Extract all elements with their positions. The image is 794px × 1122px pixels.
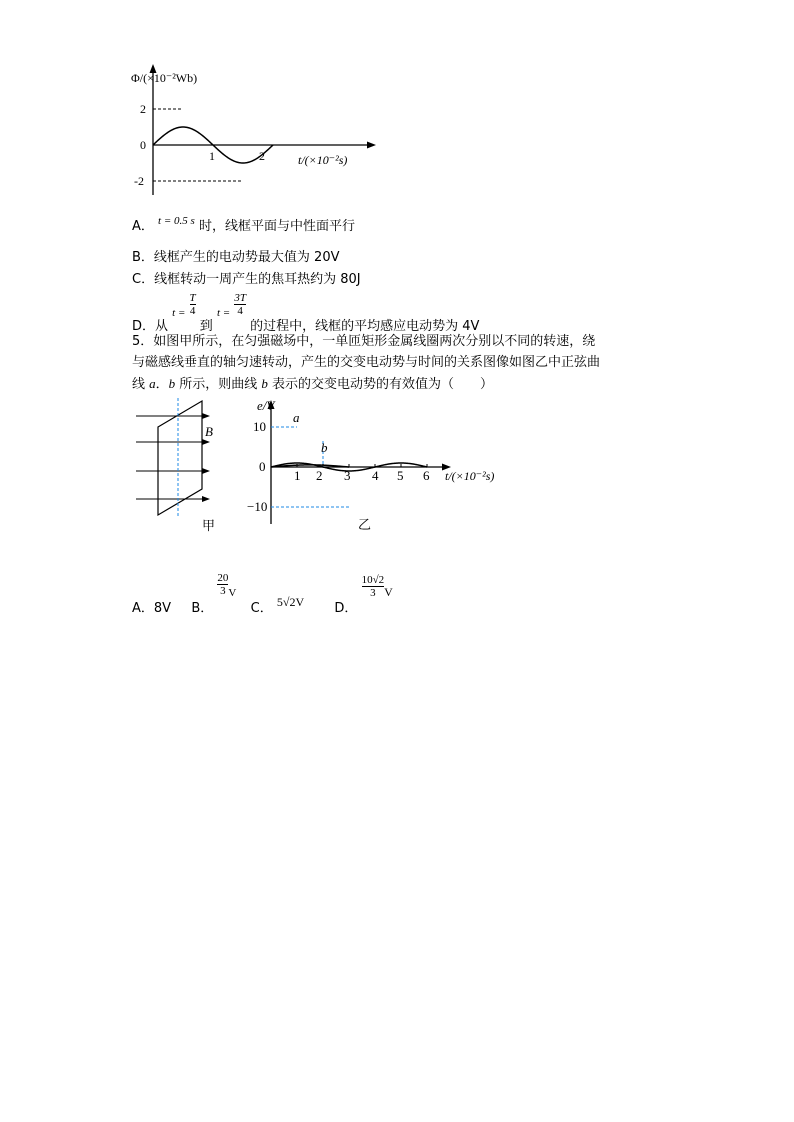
y-tick-0: 0 xyxy=(140,138,146,152)
figure-jia-caption: 甲 xyxy=(202,518,216,533)
x-tick-6: 6 xyxy=(423,468,430,483)
y-tick-10: 10 xyxy=(253,419,266,434)
formula-t-0-5s: t = 0.5 s xyxy=(158,215,195,227)
curve-a-label: a xyxy=(293,410,300,425)
emf-axis-label: e/V xyxy=(257,398,275,413)
x-tick-2: 2 xyxy=(316,468,323,483)
x-tick-2: 2 xyxy=(259,149,265,163)
x-tick-4: 4 xyxy=(372,468,379,483)
x-tick-1: 1 xyxy=(209,149,215,163)
option-d: D．从 $_{t =}$ $\frac{T}{4}$ 到 $_{t =}$ $\frac{3T}{4}$ 的过程中，线框的平均感应电动势为 4V xyxy=(132,292,480,334)
field-label-B: B xyxy=(205,424,213,439)
option-b: B．线框产生的电动势最大值为 20V xyxy=(132,250,340,265)
q5-option-a: A．8V xyxy=(132,601,172,616)
time-axis-label: t/(×10⁻²s) xyxy=(445,469,495,483)
y-tick-2: 2 xyxy=(140,102,146,116)
flux-axis-label: Φ/(×10⁻²Wb) xyxy=(131,71,198,85)
q5-options: A．8V B． $\frac{20}{3}$ $_V$ C． 5√2V D． $\frac{10√2}{3}$ V xyxy=(132,572,393,616)
q5-option-c-value: 5√2V xyxy=(276,595,305,609)
x-tick-5: 5 xyxy=(397,468,404,483)
fraction-3t-over-4: $\frac{3T}{4}$ xyxy=(234,292,246,317)
option-c: C．线框转动一周产生的焦耳热约为 80J xyxy=(132,272,361,287)
fraction-t-over-4: $\frac{T}{4}$ xyxy=(189,292,196,317)
q5-option-b-fraction: $\frac{20}{3}$ xyxy=(217,572,229,597)
q5-line-3: 线 a．b 所示，则曲线 b 表示的交变电动势的有效值为（ ） xyxy=(132,376,494,392)
flux-time-graph xyxy=(130,60,380,200)
y-tick-0: 0 xyxy=(259,459,266,474)
time-axis-label: t/(×10⁻²s) xyxy=(298,153,348,167)
emf-time-graph xyxy=(245,396,505,536)
curve-b-label: b xyxy=(321,440,328,455)
coil-in-field-figure xyxy=(130,396,230,536)
q5-option-d-fraction: $\frac{10√2}{3}$ xyxy=(361,574,385,599)
option-a: A． $^{t = 0.5 s}$ 时，线框平面与中性面平行 xyxy=(132,215,355,234)
figure-yi-caption: 乙 xyxy=(358,517,372,532)
q5-line-1: 5．如图甲所示，在匀强磁场中，一单匝矩形金属线圈两次分别以不同的转速，绕 xyxy=(132,334,596,349)
y-tick-neg10: −10 xyxy=(247,499,268,514)
x-tick-1: 1 xyxy=(294,468,301,483)
y-tick-neg2: -2 xyxy=(134,174,144,188)
x-tick-3: 3 xyxy=(344,468,351,483)
q5-line-2: 与磁感线垂直的轴匀速转动，产生的交变电动势与时间的关系图像如图乙中正弦曲 xyxy=(132,355,601,370)
